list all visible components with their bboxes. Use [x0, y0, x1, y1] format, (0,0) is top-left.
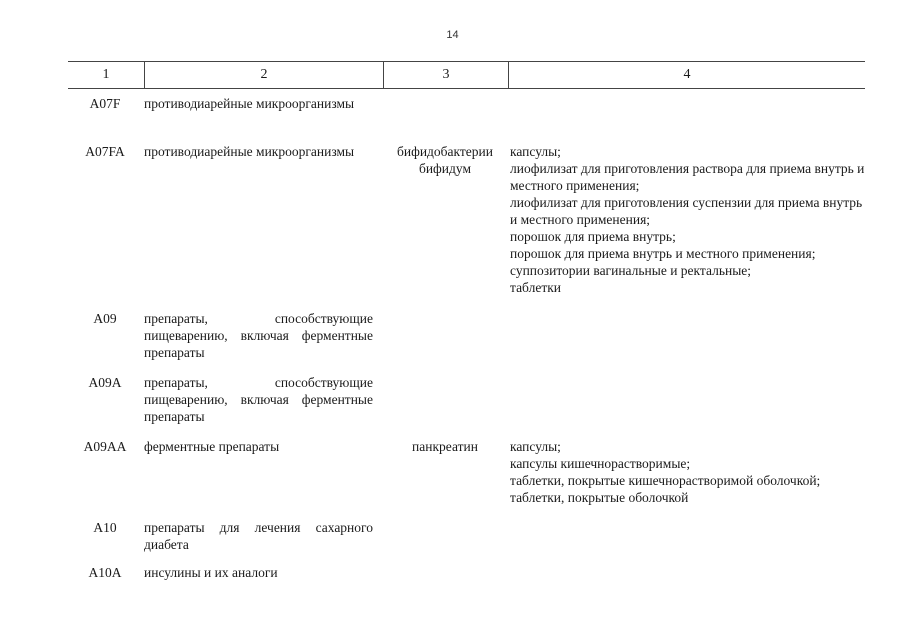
row-name: препараты, способствующие пищеварению, включая ферментные препараты [144, 311, 373, 360]
row-name: противодиарейные микроорганизмы [144, 96, 355, 111]
form-item: лиофилизат для приготовления суспензии для приема внутрь и местного применения; [510, 195, 863, 227]
page-number: 14 [446, 29, 459, 41]
row-code: A07FA [85, 144, 125, 159]
form-item: порошок для приема внутрь и местного применения; [510, 246, 816, 261]
form-item: таблетки, покрытые кишечнорастворимой оболочкой; [510, 473, 821, 488]
form-item: таблетки [510, 280, 562, 295]
row-code: A09A [88, 375, 122, 390]
form-item: капсулы; [510, 439, 561, 454]
row-forms [510, 143, 865, 296]
row-code: A07F [89, 96, 121, 111]
form-item: капсулы; [510, 144, 561, 159]
header-col-3: 3 [442, 67, 450, 82]
row-name: ферментные препараты [144, 439, 280, 454]
row-name: препараты для лечения сахарного диабета [144, 520, 373, 552]
row-code: A09 [93, 311, 117, 326]
form-item: суппозитории вагинальные и ректальные; [510, 263, 752, 278]
form-item: порошок для приема внутрь; [510, 229, 676, 244]
row-forms [510, 438, 865, 506]
row-name: противодиарейные микроорганизмы [144, 144, 355, 159]
row-inn: бифидобактерии бифидум [396, 144, 494, 176]
form-item: таблетки, покрытые оболочкой [510, 490, 689, 505]
header-col-4: 4 [683, 67, 691, 82]
header-col-1: 1 [102, 67, 110, 82]
row-code: A09AA [83, 439, 127, 454]
table-header [68, 61, 865, 89]
header-col-2: 2 [260, 67, 268, 82]
form-item: лиофилизат для приготовления раствора для приема внутрь и местного применения; [510, 161, 865, 193]
row-name: инсулины и их аналоги [144, 565, 278, 580]
form-item: капсулы кишечнорастворимые; [510, 456, 691, 471]
row-inn: панкреатин [412, 439, 478, 454]
row-name: препараты, способствующие пищеварению, включая ферментные препараты [144, 375, 373, 424]
row-code: A10 [93, 520, 117, 535]
row-code: A10A [88, 565, 122, 580]
